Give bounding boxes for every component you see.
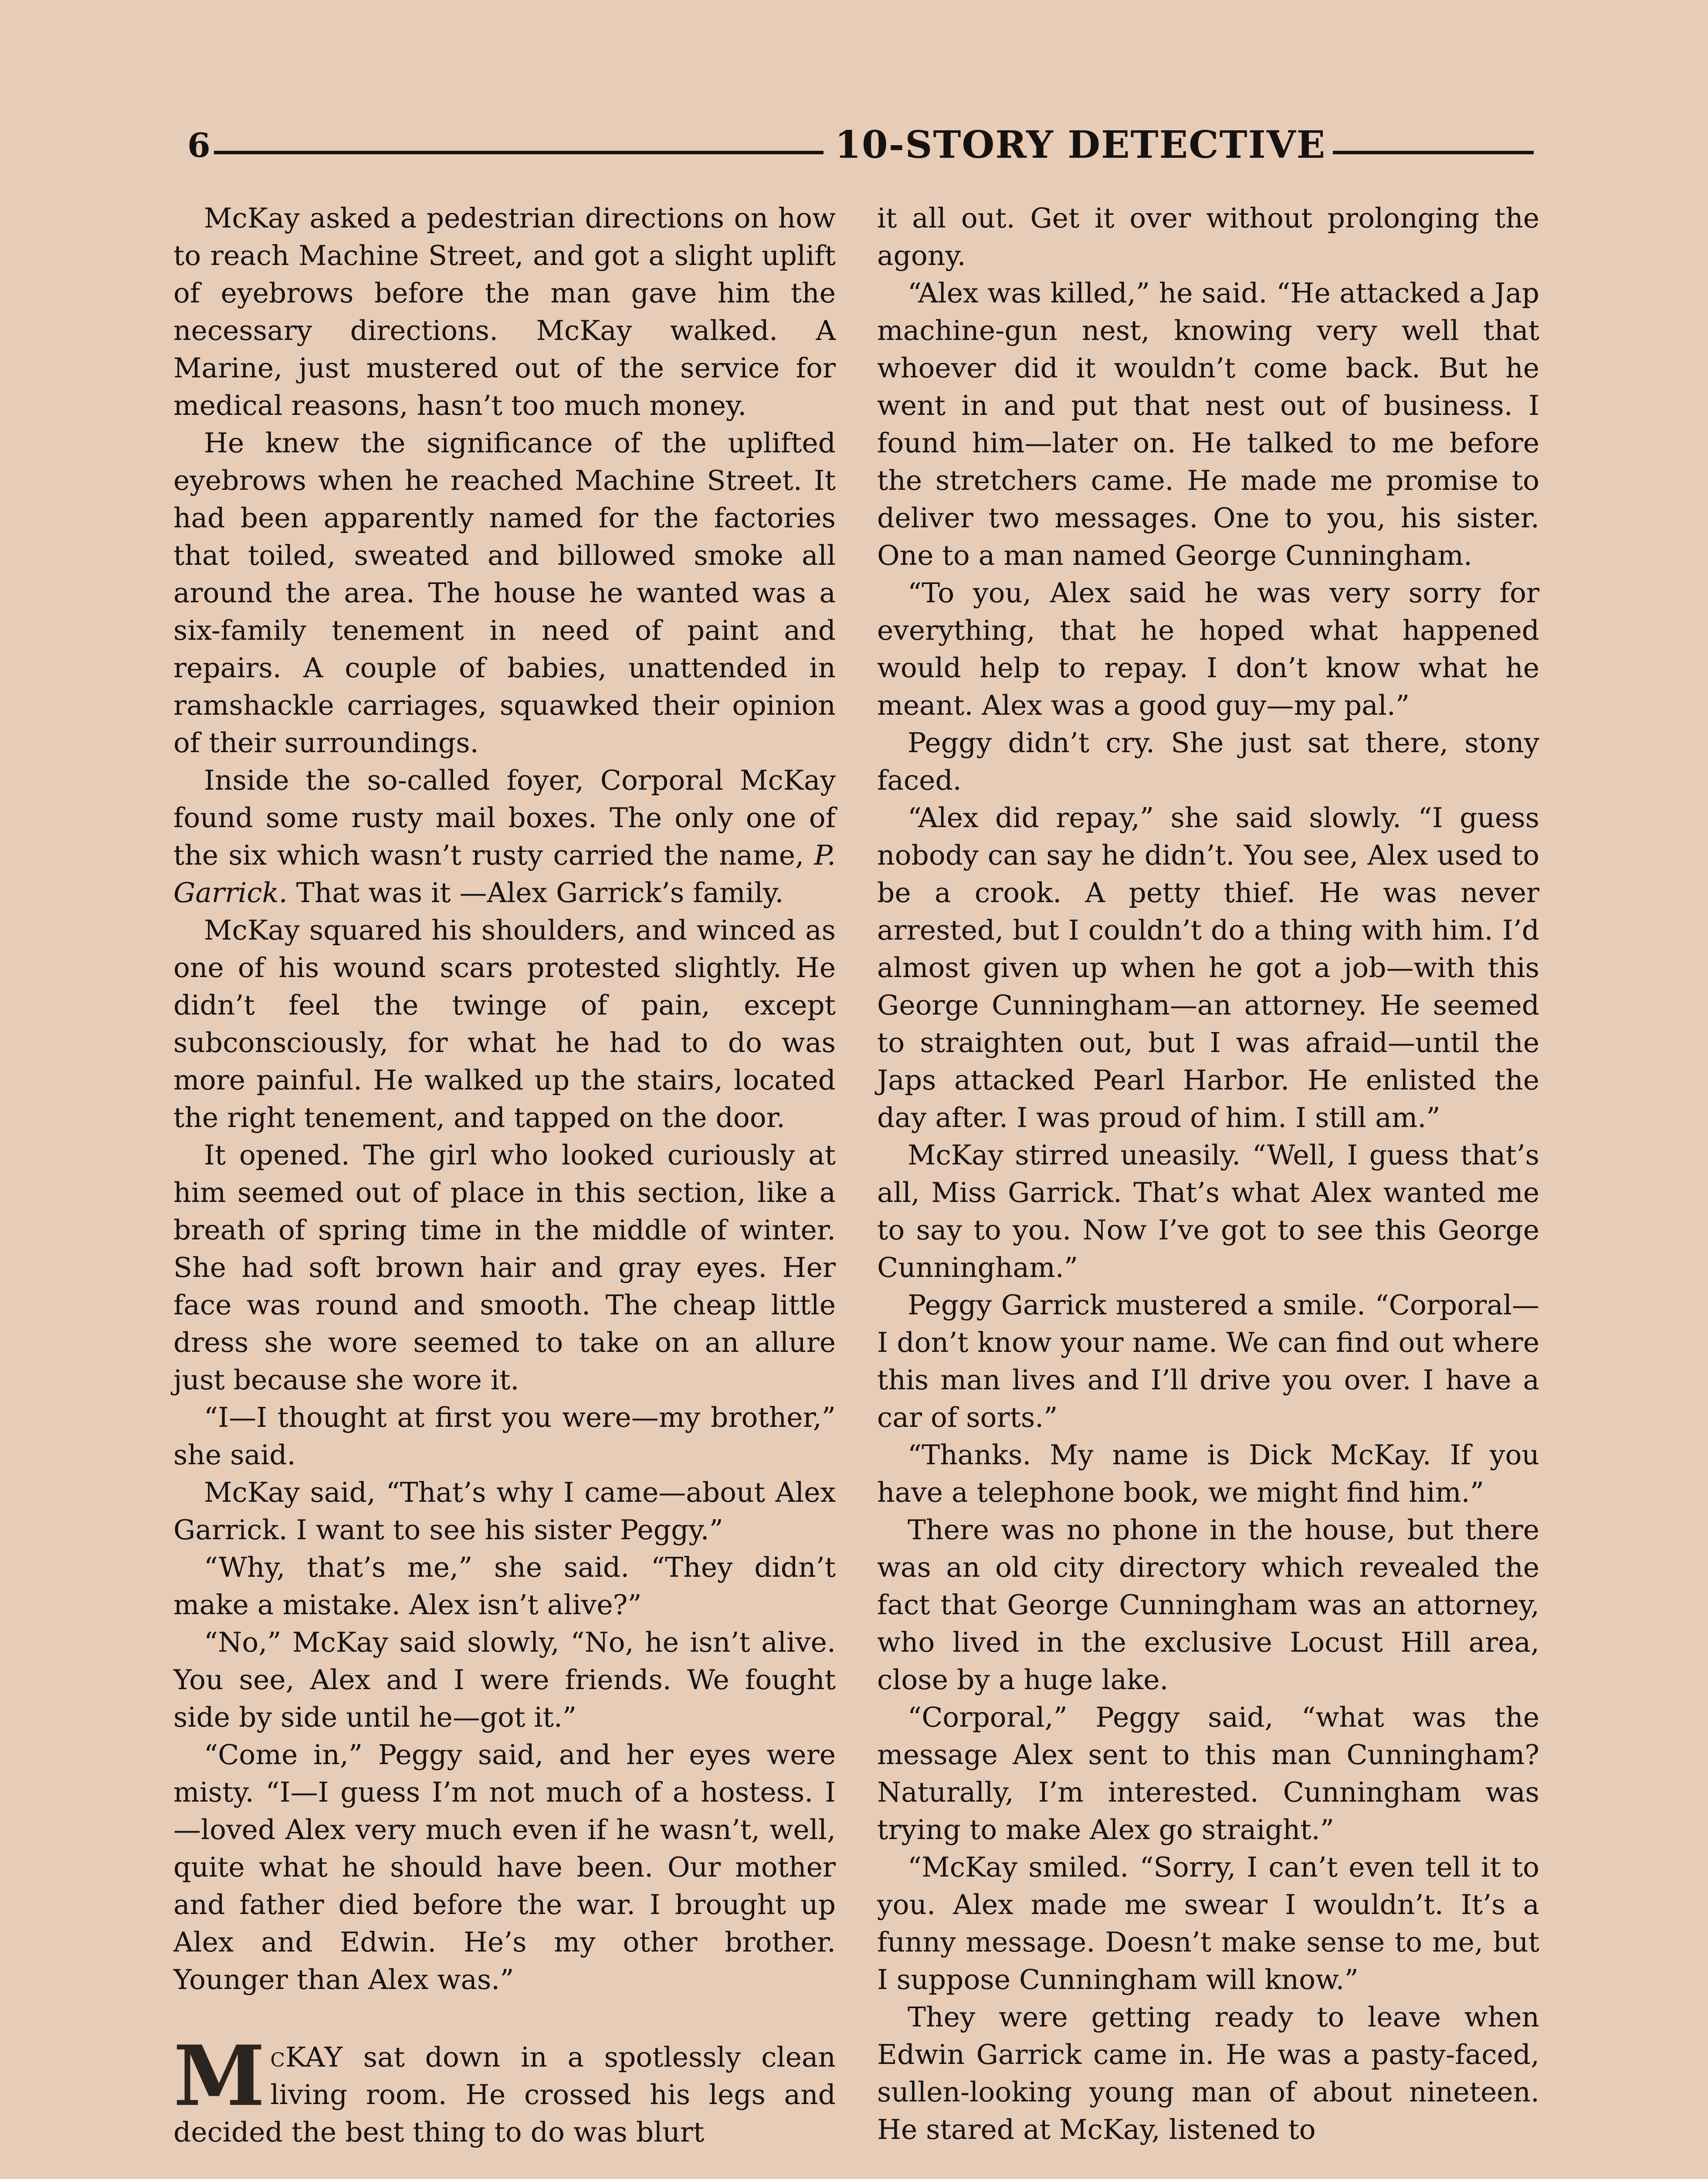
left-paragraph-3: Inside the so-called foyer, Corporal McKay found some rusty mail boxes. The only one of the six which wasn’t rusty carried the name, P. Garrick. That was it —Alex Garrick’s family. — [173, 764, 836, 909]
mailbox-name: P. Garrick. — [173, 839, 836, 909]
left-paragraph-7: McKay said, “That’s why I came—about Alex Garrick. I want to see his sister Peggy.” — [173, 1476, 836, 1546]
publication-title: 10-STORY DETECTIVE — [828, 126, 1333, 164]
left-paragraph-1: McKay asked a pedestrian directions on how to reach Machine Street, and got a slight uplift of eyebrows before the man gave him the necessary directions. McKay walked. A Marine, just mustered out of the service for medical reasons, hasn’t too much money. — [173, 202, 836, 421]
right-paragraph-4: Peggy didn’t cry. She just sat there, stony faced. — [877, 727, 1539, 796]
right-paragraph-10: “Corporal,” Peggy said, “what was the message Alex sent to this man Cunningham? Naturally, I’m interested. Cunningham was trying to make Alex go straight.” — [877, 1701, 1539, 1846]
drop-cap-text: sat down in a spotlessly clean living room. He crossed his legs and decided the best thing to do was blurt — [173, 2041, 836, 2148]
right-paragraph-3: “To you, Alex said he was very sorry for everything, that he hoped what happened would help to repay. I don’t know what he meant. Alex was a good guy—my pal.” — [877, 577, 1539, 721]
header-left-rule — [205, 151, 824, 154]
drop-cap-small-caps: cKAY — [270, 2041, 343, 2073]
right-paragraph-11: “McKay smiled. “Sorry, I can’t even tell it to you. Alex made me swear I wouldn’t. It’s a funny message. Doesn’t make sense to me, but I suppose Cunningham will know.” — [877, 1851, 1539, 1996]
right-paragraph-1: it all out. Get it over without prolonging the agony. — [877, 202, 1539, 272]
right-paragraph-8: “Thanks. My name is Dick McKay. If you have a telephone book, we might find him.” — [877, 1439, 1539, 1508]
page-header — [187, 123, 1534, 178]
left-text-column — [173, 200, 836, 2179]
right-paragraph-2: “Alex was killed,” he said. “He attacked a Jap machine-gun nest, knowing very well that whoever did it wouldn’t come back. But he went in and put that nest out of business. I found him—later on. He talked to me before the stretchers came. He made me promise to deliver two messages. One to you, his sister. One to a man named George Cunningham. — [877, 277, 1539, 571]
left-paragraph-2: He knew the significance of the uplifted eyebrows when he reached Machine Street. It had been apparently named for the factories that toiled, sweated and billowed smoke all around the area. The house he wanted was a six-family tenement in need of paint and repairs. A couple of babies, unattended in ramshackle carriages, squawked their opinion of their surroundings. — [173, 427, 836, 759]
left-paragraph-8: “Why, that’s me,” she said. “They didn’t make a mistake. Alex isn’t alive?” — [173, 1551, 836, 1621]
left-paragraph-10: “Come in,” Peggy said, and her eyes were misty. “I—I guess I’m not much of a hostess. I—loved Alex very much even if he wasn’t, well, quite what he should have been. Our mother and father died before the war. I brought up Alex and Edwin. He’s my other brother. Younger than Alex was.” — [173, 1739, 836, 1996]
drop-cap-letter: M — [173, 2027, 265, 2125]
right-text-column — [877, 200, 1539, 2179]
left-paragraph-9: “No,” McKay said slowly, “No, he isn’t alive. You see, Alex and I were friends. We fought side by side until he—got it.” — [173, 1626, 836, 1733]
right-paragraph-7: Peggy Garrick mustered a smile. “Corporal—I don’t know your name. We can find out where this man lives and I’ll drive you over. I have a car of sorts.” — [877, 1289, 1539, 1433]
drop-cap-paragraph — [173, 2027, 836, 2151]
right-paragraph-9: There was no phone in the house, but there was an old city directory which revealed the fact that George Cunningham was an attorney, who lived in the exclusive Locust Hill area, close by a huge lake. — [877, 1514, 1539, 1696]
right-paragraph-6: McKay stirred uneasily. “Well, I guess that’s all, Miss Garrick. That’s what Alex wanted me to say to you. Now I’ve got to see this George Cunningham.” — [877, 1139, 1539, 1283]
page-number: 6 — [187, 129, 214, 162]
left-paragraph-6: “I—I thought at first you were—my brother,” she said. — [173, 1402, 836, 1471]
left-paragraph-5: It opened. The girl who looked curiously at him seemed out of place in this section, like a breath of spring time in the middle of winter. She had soft brown hair and gray eyes. Her face was round and smooth. The cheap little dress she wore seemed to take on an allure just because she wore it. — [173, 1139, 836, 1396]
right-paragraph-12: They were getting ready to leave when Edwin Garrick came in. He was a pasty-faced, sullen-looking young man of about nineteen. He stared at McKay, listened to — [877, 2001, 1539, 2145]
right-paragraph-5: “Alex did repay,” she said slowly. “I guess nobody can say he didn’t. You see, Alex used to be a crook. A petty thief. He was never arrested, but I couldn’t do a thing with him. I’d almost given up when he got a job—with this George Cunningham—an attorney. He seemed to straighten out, but I was afraid—until the Japs attacked Pearl Harbor. He enlisted the day after. I was proud of him. I still am.” — [877, 802, 1539, 1134]
story-columns — [173, 200, 1539, 2179]
left-paragraph-4: McKay squared his shoulders, and winced as one of his wound scars protested slightly. He didn’t feel the twinge of pain, except subconsciously, for what he had to do was more painful. He walked up the stairs, located the right tenement, and tapped on the door. — [173, 914, 836, 1134]
